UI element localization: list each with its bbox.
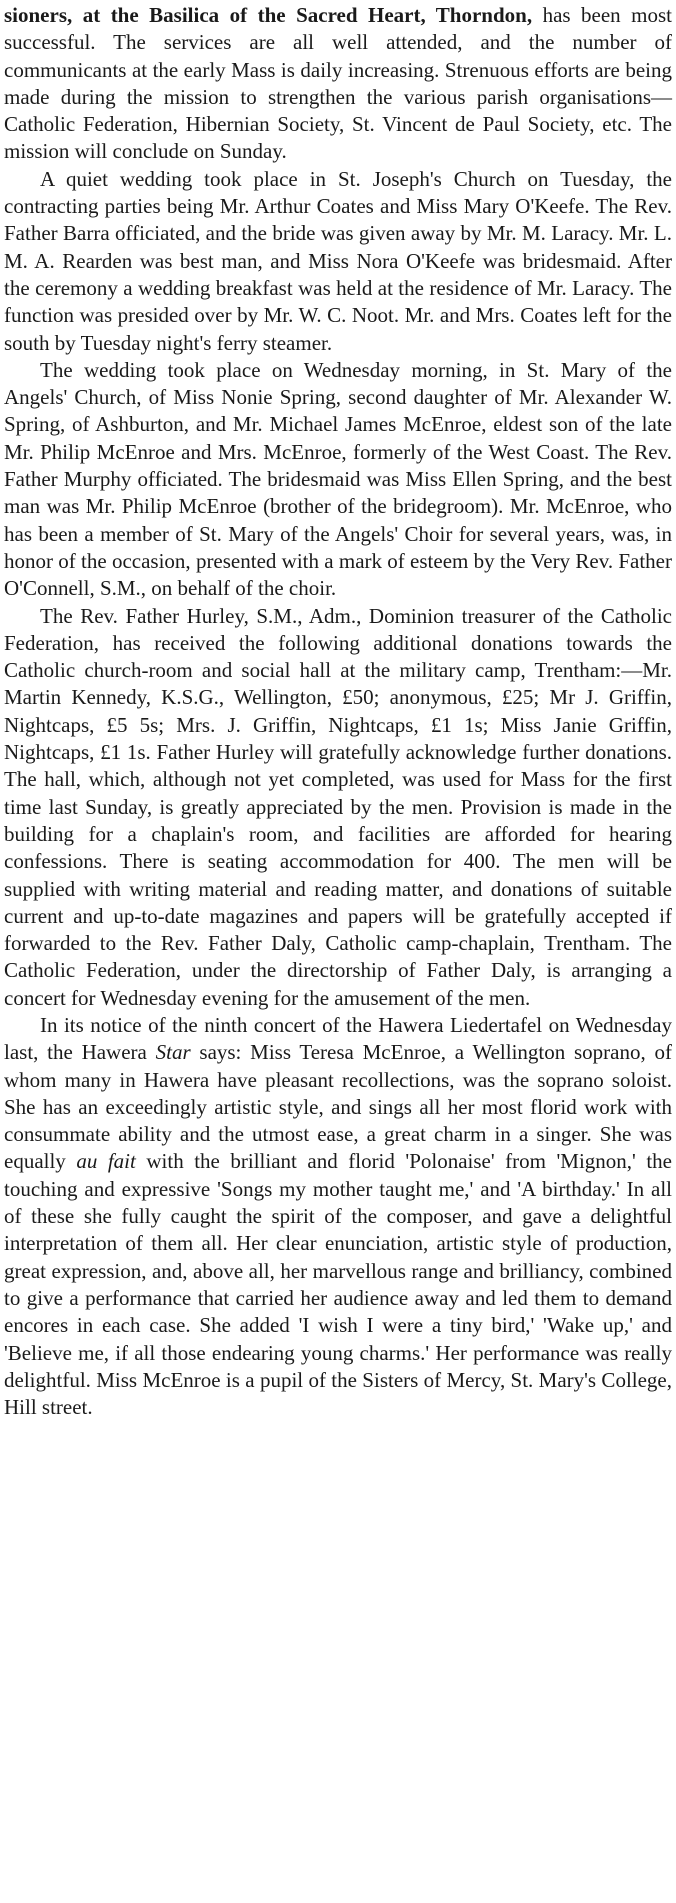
- phrase-italic: au fait: [76, 1149, 136, 1174]
- paragraph-coates-wedding: [4, 166, 672, 357]
- paragraph-donations: [4, 603, 672, 1012]
- newspaper-title-italic: Star: [155, 1040, 191, 1065]
- paragraph-text: The Rev. Father Hurley, S.M., Adm., Dominion treasurer of the Catholic Federation, has received the following additional donations towards the Catholic church-room and social hall at the military camp, Trentham:—Mr. Martin Kennedy, K.S.G., Wellington, £50; anonymous, £25; Mr J. Griffin, Nightcaps, £5 5s; Mrs. J. Griffin, Nightcaps, £1 1s; Miss Janie Griffin, Nightcaps, £1 1s. Father Hurley will gratefully acknowledge further donations. The hall, which, although not yet completed, was used for Mass for the first time last Sunday, is greatly appreciated by the men. Provision is made in the building for a chaplain's room, and facilities are afforded for hearing confessions. There is seating accommodation for 400. The men will be supplied with writing material and reading matter, and donations of suitable current and up-to-date magazines and papers will be gratefully accepted if forwarded to the Rev. Father Daly, Catholic camp-chaplain, Trentham. The Catholic Federation, under the directorship of Father Daly, is arranging a concert for Wednesday evening for the amusement of the men.: [4, 603, 672, 1010]
- article-column: [4, 2, 672, 1421]
- paragraph-text: has been most successful. The services are all well attended, and the number of communicants at the early Mass is daily increasing. Strenuous efforts are being made during the mission to strengthen the various parish organisations—Catholic Federation, Hibernian Society, St. Vincent de Paul Society, etc. The mission will conclude on Sunday.: [4, 3, 672, 164]
- paragraph-text: A quiet wedding took place in St. Joseph's Church on Tuesday, the contracting parties being Mr. Arthur Coates and Miss Mary O'Keefe. The Rev. Father Barra officiated, and the bride was given away by Mr. M. Laracy. Mr. L. M. A. Rearden was best man, and Miss Nora O'Keefe was bridesmaid. After the ceremony a wedding breakfast was held at the residence of Mr. Laracy. The function was presided over by Mr. W. C. Noot. Mr. and Mrs. Coates left for the south by Tuesday night's ferry steamer.: [4, 166, 672, 355]
- paragraph-text: with the brilliant and florid 'Polonaise' from 'Mignon,' the touching and expressive 'Songs my mother taught me,' and 'A birthday.' In all of these she fully caught the spirit of the composer, and gave a delightful interpretation of them all. Her clear enunciation, artistic style of production, great expression, and, above all, her marvellous range and brilliancy, combined to give a performance that carried her audience away and led them to demand encores in each case. She added 'I wish I were a tiny bird,' 'Wake up,' and 'Believe me, if all those endearing young charms.' Her performance was really delightful. Miss McEnroe is a pupil of the Sisters of Mercy, St. Mary's College, Hill street.: [4, 1149, 672, 1420]
- paragraph-lead-text: sioners, at the Basilica of the Sacred Heart, Thorndon,: [4, 3, 533, 27]
- paragraph-mcenroe-wedding: [4, 357, 672, 603]
- paragraph-text: In its notice of the ninth concert of the Hawera Liedertafel on Wednesday last, the Hawera: [4, 1012, 672, 1065]
- paragraph-text: The wedding took place on Wednesday morning, in St. Mary of the Angels' Church, of Miss Nonie Spring, second daughter of Mr. Alexander W. Spring, of Ashburton, and Mr. Michael James McEnroe, eldest son of the late Mr. Philip McEnroe and Mrs. McEnroe, formerly of the West Coast. The Rev. Father Murphy officiated. The bridesmaid was Miss Ellen Spring, and the best man was Mr. Philip McEnroe (brother of the bridegroom). Mr. McEnroe, who has been a member of St. Mary of the Angels' Choir for several years, was, in honor of the occasion, presented with a mark of esteem by the Very Rev. Father O'Connell, S.M., on behalf of the choir.: [4, 357, 672, 601]
- paragraph-concert-notice: [4, 1012, 672, 1421]
- paragraph-text: says: Miss Teresa McEnroe, a Wellington soprano, of whom many in Hawera have pleasant recollections, was the soprano soloist. She has an exceedingly artistic style, and sings all her most florid work with consummate ability and the utmost ease, a great charm in a singer. She was equally: [4, 1040, 672, 1174]
- paragraph-mission: [4, 2, 672, 166]
